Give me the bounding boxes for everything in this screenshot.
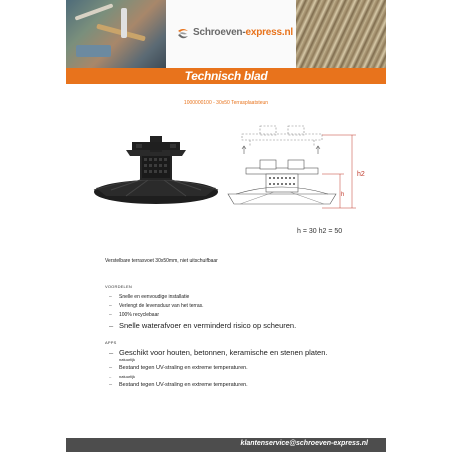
technical-sheet-page: [66, 0, 386, 452]
apps-heading: APPS: [105, 340, 117, 345]
logo: [166, 0, 296, 68]
logo-text: Schroeven-express.nl: [193, 27, 293, 38]
h-label: h: [341, 192, 345, 198]
list-item: – Verlengt de levensduur van het terras.: [109, 303, 204, 309]
list-item: – Snelle en eenvoudige installatie: [109, 294, 190, 300]
list-item: – Snelle waterafvoer en verminderd risico op scheuren.: [109, 321, 297, 330]
logo-icon: [176, 27, 190, 41]
header-banner: [66, 0, 386, 68]
list-item: – Bestand tegen UV-straling en extreme temperaturen.: [109, 382, 248, 388]
list-item: natuurlijk: [119, 356, 136, 362]
product-description: Verstelbare terrasvoet 30x50mm, niet uitschuifbaar: [105, 258, 218, 264]
list-item: – Geschikt voor houten, betonnen, keramische en stenen platen.: [109, 348, 328, 357]
page-title: Technisch blad: [184, 69, 268, 83]
apps-list: [109, 349, 327, 393]
title-bar: [66, 68, 386, 84]
technical-drawing: [226, 122, 376, 222]
h2-label: h2: [357, 171, 365, 178]
tools-photo: [66, 0, 166, 68]
list-item: – Bestand tegen UV-straling en extreme temperaturen.: [109, 364, 248, 371]
dimension-values: h = 30 h2 = 50: [297, 228, 343, 235]
screws-photo: [296, 0, 386, 68]
list-item: – 100% recyclebaar: [109, 312, 160, 318]
advantages-heading: VOORDELEN: [105, 284, 132, 289]
list-item: – natuurlijk: [109, 374, 136, 379]
product-code: 1000000100 - 30x50 Terrasplaatsteun: [183, 100, 269, 106]
advantages-list: [109, 295, 296, 333]
footer-bar: [66, 438, 386, 452]
product-image: [86, 120, 226, 220]
contact-email[interactable]: klantenservice@schroeven-express.nl: [240, 440, 368, 447]
